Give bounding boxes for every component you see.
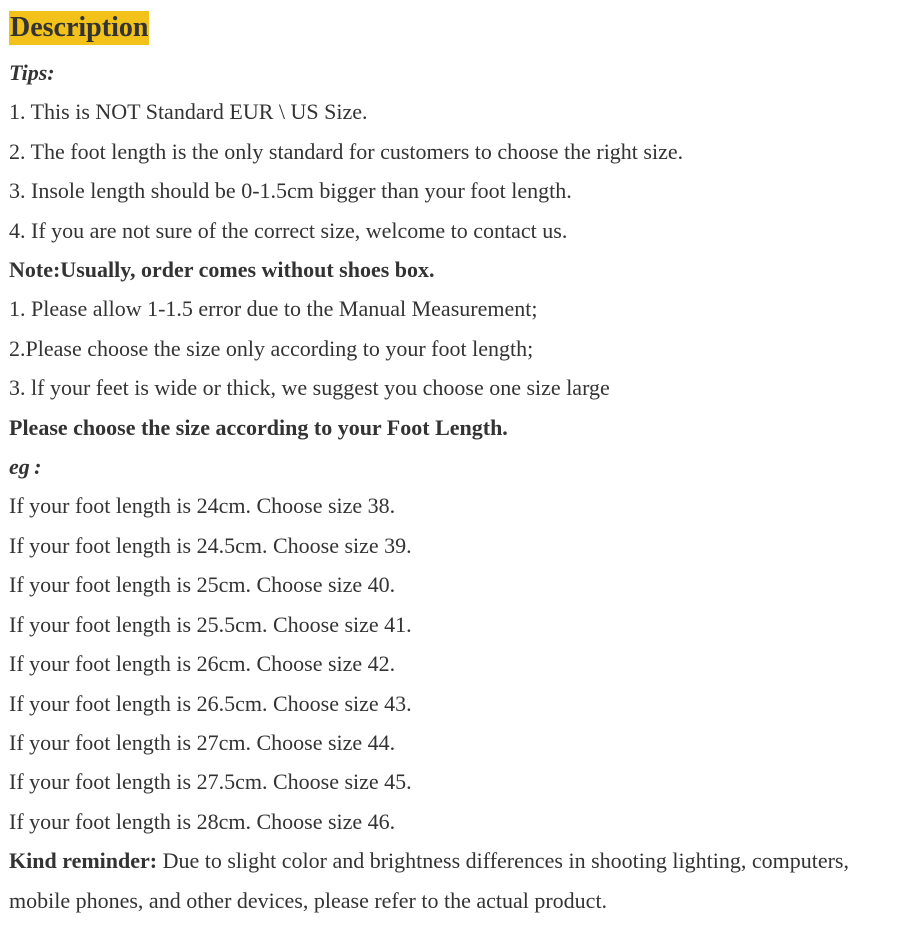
size-example: If your foot length is 26cm. Choose size 42. xyxy=(9,651,396,677)
kind-reminder xyxy=(9,841,869,920)
kind-reminder-text: Due to slight color and brightness differences in shooting lighting, computers, mobile phones, and other devices, please refer to the actual product. xyxy=(9,848,849,913)
size-example: If your foot length is 26.5cm. Choose size 43. xyxy=(9,690,412,716)
tip-item: 3. Insole length should be 0-1.5cm bigger than your foot length. xyxy=(9,178,572,204)
size-example: If your foot length is 25cm. Choose size 40. xyxy=(9,572,396,598)
description-heading: Description xyxy=(10,11,149,43)
tip-item: 2. The foot length is the only standard for customers to choose the right size. xyxy=(9,138,684,164)
eg-label: eg : xyxy=(9,454,42,480)
description-section xyxy=(9,0,909,920)
kind-reminder-label: Kind reminder: xyxy=(9,848,158,874)
tip-item: 1. This is NOT Standard EUR \ US Size. xyxy=(9,99,368,125)
heading-row xyxy=(9,0,909,56)
size-example: If your foot length is 27.5cm. Choose size 45. xyxy=(9,769,412,795)
size-example: If your foot length is 25.5cm. Choose size 41. xyxy=(9,611,412,637)
choose-instruction: Please choose the size according to your Foot Length. xyxy=(9,414,508,440)
size-example: If your foot length is 27cm. Choose size 44. xyxy=(9,729,396,755)
size-example: If your foot length is 24.5cm. Choose size 39. xyxy=(9,532,412,558)
tip-item: 4. If you are not sure of the correct size, welcome to contact us. xyxy=(9,217,568,243)
size-example: If your foot length is 28cm. Choose size 46. xyxy=(9,808,396,834)
note-item: 3. lf your feet is wide or thick, we suggest you choose one size large xyxy=(9,375,610,401)
tips-label: Tips: xyxy=(9,60,55,85)
note-item: 1. Please allow 1-1.5 error due to the Manual Measurement; xyxy=(9,296,538,322)
note-line: Note:Usually, order comes without shoes box. xyxy=(9,257,435,283)
size-example: If your foot length is 24cm. Choose size 38. xyxy=(9,493,396,519)
note-item: 2.Please choose the size only according to your foot length; xyxy=(9,335,534,361)
